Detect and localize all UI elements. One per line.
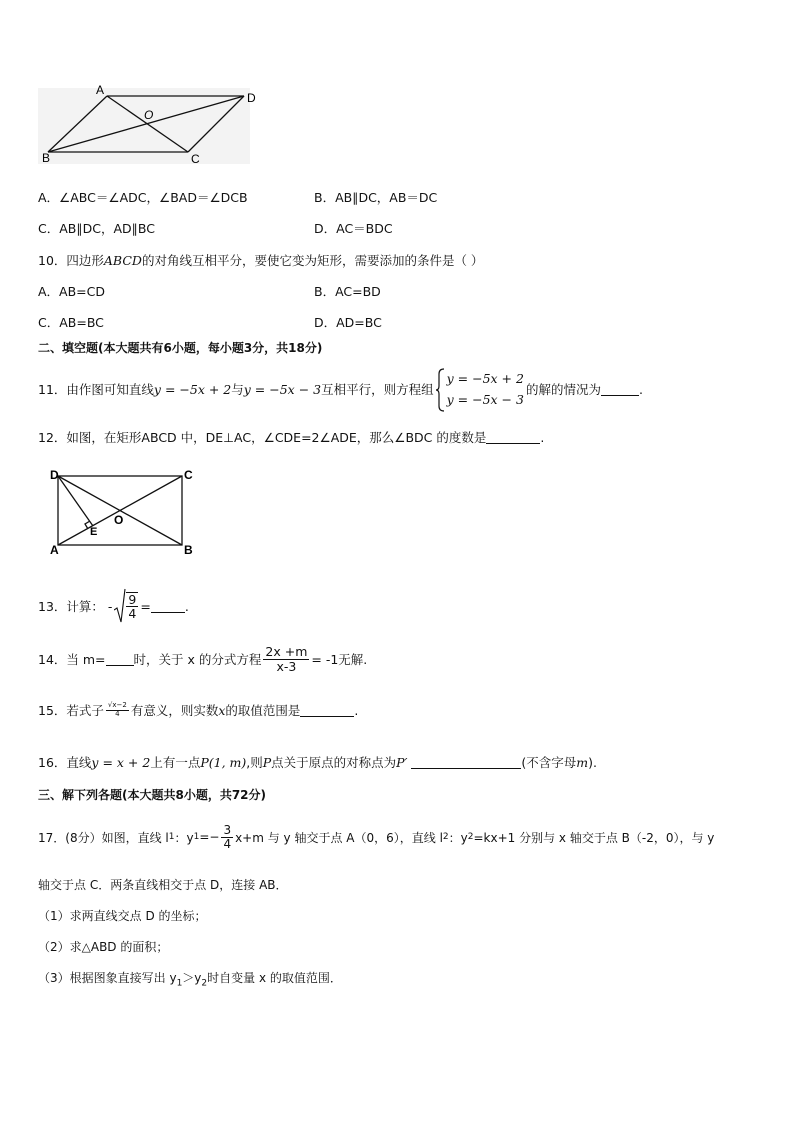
q16-mid: 上有一点 — [150, 755, 201, 770]
q16-point: P(1, m) — [200, 755, 247, 770]
q17-item-3-a: （3）根据图象直接写出 y — [38, 971, 177, 985]
label-d: D — [247, 91, 256, 105]
question-16 — [38, 753, 597, 771]
question-12 — [38, 428, 544, 446]
q15-numerator: √x−2 — [107, 701, 127, 710]
q16-mid2: ,则 — [246, 755, 263, 770]
q17-part-6: =kx+1 分别与 x 轴交于点 B（-2，0），与 y — [473, 830, 715, 845]
q12-text: 12．如图，在矩形ABCD 中，DE⊥AC，∠CDE=2∠ADE，那么∠BDC 的度数是 — [38, 430, 487, 445]
label-o: O — [114, 513, 124, 527]
q17-item-3-c: 时自变量 x 的取值范围． — [207, 971, 342, 985]
q17-item-1: （1）求两直线交点 D 的坐标； — [38, 909, 207, 923]
q13-prefix: 13．计算： - — [38, 599, 113, 614]
q16-line-equation: y = x + 2 — [91, 755, 151, 770]
q14-fraction — [263, 645, 309, 672]
q15-mid: 有意义，则实数 — [130, 703, 219, 718]
q17-item-3-sub-2: 2 — [201, 978, 208, 989]
sqrt-icon — [114, 588, 126, 624]
q13-equals: = — [140, 598, 151, 614]
q16-end: ). — [588, 755, 598, 770]
label-e: E — [90, 526, 98, 538]
q11-line-2: y = −5x − 3 — [243, 381, 322, 397]
q17-sub-3: 2 — [442, 832, 449, 842]
q14-mid: 时，关于 x 的分式方程 — [133, 652, 262, 667]
q14-numerator: 2x +m — [265, 644, 308, 660]
q10-variable: ABCD — [103, 253, 142, 268]
q14-answer-blank[interactable] — [106, 653, 134, 666]
q15-variable: x — [218, 702, 226, 718]
q16-suffix: (不含字母 — [521, 755, 577, 770]
label-a: A — [96, 84, 105, 97]
label-d: D — [50, 468, 59, 482]
q11-line-1: y = −5x + 2 — [153, 381, 232, 397]
q9-option-b[interactable]: B．AB∥DC，AB＝DC — [314, 190, 438, 205]
q15-suffix: 的取值范围是 — [225, 703, 301, 718]
q16-m: m — [576, 755, 589, 770]
q17-sub-2: 1 — [193, 832, 200, 842]
question-10 — [38, 251, 483, 269]
q17-sub-1: 1 — [168, 832, 175, 842]
q13-end: . — [184, 598, 189, 614]
label-o: O — [144, 108, 154, 122]
q16-mid3: 点关于原点的对称点为 — [271, 755, 397, 770]
q16-prefix: 16．直线 — [38, 755, 92, 770]
q17-fraction — [221, 824, 233, 850]
section-3-heading: 三、解下列各题(本大题共8小题，共72分) — [38, 788, 267, 802]
q15-answer-blank[interactable] — [300, 704, 354, 717]
q17-item-3-b: ＞y — [182, 971, 202, 985]
q9-option-d[interactable]: D．AC＝BDC — [314, 221, 393, 236]
q17-part-3: =− — [199, 830, 220, 844]
label-c: C — [191, 152, 200, 166]
q17-item-3-sub-1: 1 — [176, 978, 183, 989]
q17-part-5: ：y — [448, 830, 468, 845]
q11-equation-system — [436, 368, 524, 410]
question-14 — [38, 640, 367, 678]
section-2-heading: 二、填空题(本大题共有6小题，每小题3分，共18分) — [38, 341, 323, 355]
q11-system-eq-2: y = −5x − 3 — [446, 392, 524, 407]
q17-part-2: ：y — [174, 830, 194, 845]
q16-answer-blank[interactable] — [411, 756, 521, 769]
q13-denominator: 4 — [128, 606, 137, 621]
q11-suffix: 的解的情况为 — [525, 382, 601, 397]
q13-fraction — [126, 592, 138, 620]
label-b: B — [42, 151, 51, 165]
q11-mid: 与 — [231, 382, 244, 397]
q14-denominator: x-3 — [276, 658, 297, 674]
q15-fraction — [106, 702, 129, 718]
q17-sub-4: 2 — [467, 832, 474, 842]
q15-end: . — [354, 702, 359, 718]
q15-prefix: 15．若式子 — [38, 703, 104, 718]
q13-answer-blank[interactable] — [151, 600, 185, 613]
q17-denominator: 4 — [223, 836, 232, 851]
q17-part-4: x+m 与 y 轴交于点 A（0，6），直线 l — [235, 830, 443, 845]
q10-option-c[interactable]: C．AB=BC — [38, 315, 104, 330]
label-c: C — [184, 468, 193, 482]
q13-numerator: 9 — [128, 591, 137, 607]
q11-answer-blank[interactable] — [601, 383, 639, 396]
question-15 — [38, 697, 358, 723]
q11-mid2: 互相平行，则方程组 — [321, 382, 434, 397]
segment-de — [58, 476, 93, 526]
q10-suffix: 的对角线互相平分，要使它变为矩形，需要添加的条件是（ ） — [141, 253, 484, 268]
q17-prefix: 17．(8分）如图，直线 l — [38, 830, 169, 845]
q12-end: . — [540, 430, 545, 445]
q10-option-d[interactable]: D．AD=BC — [314, 315, 382, 330]
label-b: B — [184, 543, 193, 557]
q14-suffix: = -1无解. — [311, 652, 368, 667]
question-13 — [38, 588, 189, 624]
q15-denominator: 4 — [115, 709, 120, 718]
brace-icon — [436, 368, 446, 412]
q10-prefix: 10．四边形 — [38, 253, 104, 268]
q11-end: . — [638, 381, 643, 397]
q17-item-3 — [38, 969, 342, 988]
rectangle-figure — [44, 466, 204, 558]
q9-option-a[interactable]: A．∠ABC＝∠ADC，∠BAD＝∠DCB — [38, 190, 248, 205]
q14-prefix: 14．当 m= — [38, 652, 106, 667]
q9-option-c[interactable]: C．AB∥DC，AD∥BC — [38, 221, 155, 236]
question-11 — [38, 366, 643, 412]
q12-answer-blank[interactable] — [486, 431, 540, 444]
q11-system-eq-1: y = −5x + 2 — [446, 371, 524, 386]
q10-option-b[interactable]: B．AC=BD — [314, 284, 381, 299]
label-a: A — [50, 543, 59, 557]
q11-prefix: 11．由作图可知直线 — [38, 382, 154, 397]
q17-numerator: 3 — [223, 822, 232, 837]
parallelogram-figure — [38, 84, 268, 166]
q17-item-2: （2）求△ABD 的面积； — [38, 940, 169, 954]
q10-option-a[interactable]: A．AB=CD — [38, 284, 106, 299]
q16-p: P — [262, 755, 272, 770]
question-17 — [38, 818, 714, 856]
q16-p-prime: P′ — [396, 755, 408, 770]
q17-line-2: 轴交于点 C．两条直线相交于点 D，连接 AB． — [38, 878, 288, 892]
